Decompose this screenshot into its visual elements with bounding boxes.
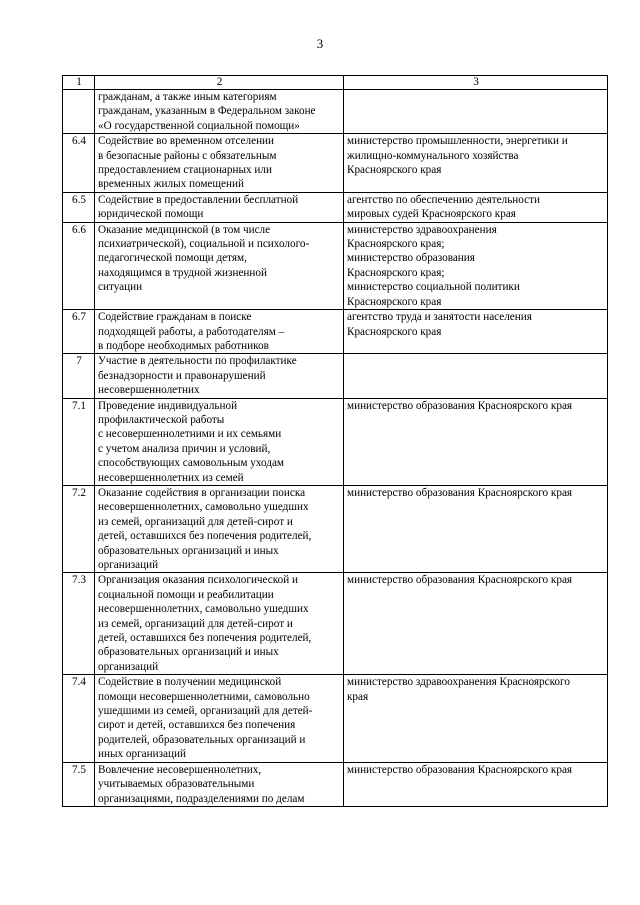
row-number-cell: 6.6 <box>63 222 95 309</box>
table-row <box>63 762 608 806</box>
table-row <box>63 398 608 485</box>
table-row <box>63 90 608 134</box>
executor-cell: министерство здравоохранения Красноярского края; министерство образования Красноярского края; министерство социальной политики Красноярского края <box>344 222 608 309</box>
row-number-cell: 6.5 <box>63 192 95 222</box>
table-row <box>63 134 608 193</box>
row-number-cell <box>63 90 95 134</box>
row-number-cell: 7.5 <box>63 762 95 806</box>
executor-cell: министерство промышленности, энергетики и жилищно-коммунального хозяйства Красноярского края <box>344 134 608 193</box>
table-header-row <box>63 76 608 90</box>
table-row <box>63 222 608 309</box>
table-row <box>63 310 608 354</box>
column-header-2: 2 <box>95 76 344 90</box>
measure-cell: Содействие во временном отселении в безопасные районы с обязательным предоставлением стационарных или временных жилых помещений <box>95 134 344 193</box>
executor-cell: министерство образования Красноярского края <box>344 573 608 675</box>
executor-cell <box>344 90 608 134</box>
column-header-3: 3 <box>344 76 608 90</box>
row-number-cell: 7 <box>63 354 95 398</box>
executor-cell <box>344 354 608 398</box>
executor-cell: министерство здравоохранения Красноярского края <box>344 675 608 762</box>
table-row <box>63 675 608 762</box>
measure-cell: Содействие гражданам в поиске подходящей работы, а работодателям – в подборе необходимых работников <box>95 310 344 354</box>
measure-cell: Вовлечение несовершеннолетних, учитываемых образовательными организациями, подразделениями по делам <box>95 762 344 806</box>
measure-cell: Содействие в получении медицинской помощи несовершеннолетними, самовольно ушедшими из семей, организаций для детей- сирот и детей, оставшихся без попечения родителей, образовательных организаций и иных организаций <box>95 675 344 762</box>
table-row <box>63 573 608 675</box>
row-number-cell: 7.4 <box>63 675 95 762</box>
executor-cell: министерство образования Красноярского края <box>344 398 608 485</box>
measure-cell: Организация оказания психологической и социальной помощи и реабилитации несовершеннолетних, самовольно ушедших из семей, организаций для детей-сирот и детей, оставшихся без попечения родителей, образовательных организаций и иных организаций <box>95 573 344 675</box>
row-number-cell: 7.1 <box>63 398 95 485</box>
table-row <box>63 354 608 398</box>
executor-cell: агентство труда и занятости населения Красноярского края <box>344 310 608 354</box>
executor-cell: агентство по обеспечению деятельности мировых судей Красноярского края <box>344 192 608 222</box>
measure-cell: Участие в деятельности по профилактике безнадзорности и правонарушений несовершеннолетних <box>95 354 344 398</box>
executor-cell: министерство образования Красноярского края <box>344 485 608 572</box>
column-header-1: 1 <box>63 76 95 90</box>
measure-cell: Проведение индивидуальной профилактической работы с несовершеннолетними и их семьями с учетом анализа причин и условий, способствующих самовольным уходам несовершеннолетних из семей <box>95 398 344 485</box>
table-row <box>63 192 608 222</box>
measure-cell: Содействие в предоставлении бесплатной юридической помощи <box>95 192 344 222</box>
measure-cell: Оказание медицинской (в том числе психиатрической), социальной и психолого- педагогической помощи детям, находящимся в трудной жизненной ситуации <box>95 222 344 309</box>
row-number-cell: 6.7 <box>63 310 95 354</box>
measures-table <box>62 75 608 807</box>
measure-cell: Оказание содействия в организации поиска несовершеннолетних, самовольно ушедших из семей, организаций для детей-сирот и детей, оставшихся без попечения родителей, образовательных организаций и иных организаций <box>95 485 344 572</box>
table-row <box>63 485 608 572</box>
row-number-cell: 7.3 <box>63 573 95 675</box>
row-number-cell: 7.2 <box>63 485 95 572</box>
page-number: 3 <box>316 36 324 51</box>
measure-cell: гражданам, а также иным категориям гражданам, указанным в Федеральном законе «О государственной социальной помощи» <box>95 90 344 134</box>
row-number-cell: 6.4 <box>63 134 95 193</box>
executor-cell: министерство образования Красноярского края <box>344 762 608 806</box>
